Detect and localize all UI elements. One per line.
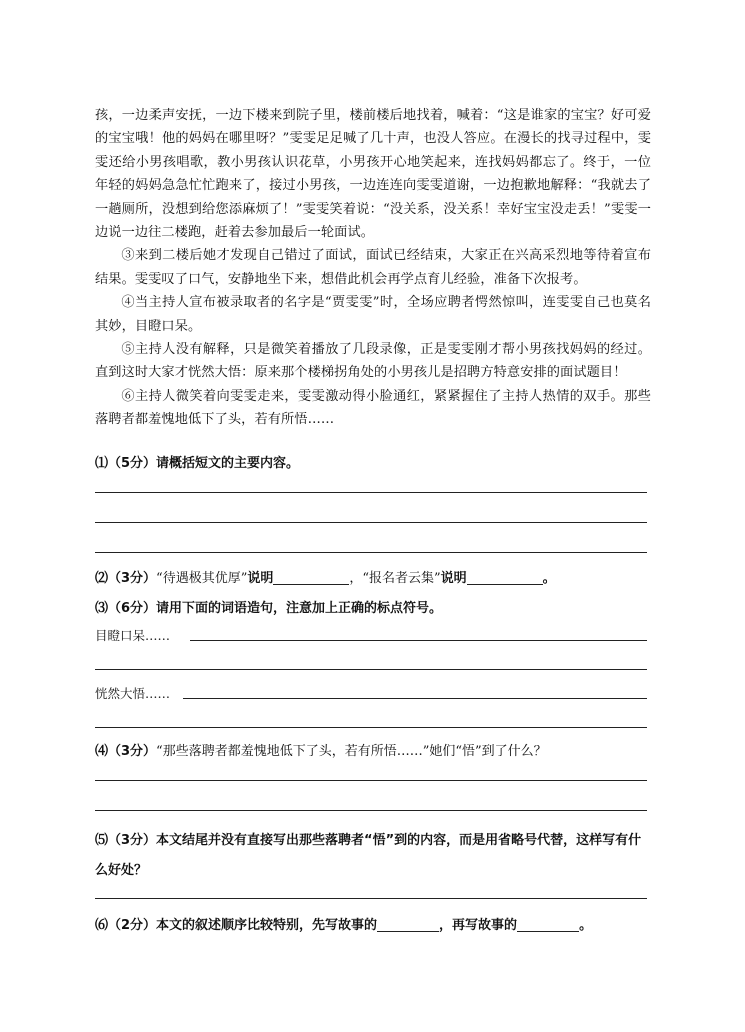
question-2-number: ⑵（3分） [95, 571, 157, 586]
question-2 [95, 567, 651, 586]
passage-paragraph: ⑤主持人没有解释，只是微笑着播放了几段录像，正是雯雯刚才帮小男孩找妈妈的经过。直到这时大家才恍然大悟：原来那个楼梯拐角处的小男孩儿是招聘方特意安排的面试题目！ [95, 342, 651, 381]
answer-line[interactable] [183, 698, 647, 699]
answer-line[interactable] [95, 727, 647, 728]
question-2-text: 说明 [440, 571, 467, 586]
question-4 [95, 740, 651, 759]
answer-line[interactable] [95, 522, 647, 523]
question-5: ⑸（3分）本文结尾并没有直接写出那些落聘者“悟”到的内容，而是用省略号代替，这样写有什么好处？ [95, 833, 642, 878]
sentence-word-1: 目瞪口呆…… [95, 628, 171, 643]
reading-passage [95, 104, 651, 432]
answer-line[interactable] [95, 810, 647, 811]
question-6-text: ，再写故事的 [439, 918, 518, 933]
question-6-text: ⑹（2分）本文的叙述顺序比较特别，先写故事的 [95, 918, 378, 933]
question-1: ⑴（5分）请概括短文的主要内容。 [95, 456, 300, 471]
sentence-word-2: 恍然大悟…… [95, 686, 171, 701]
question-2-end: 。 [542, 571, 556, 586]
answer-line[interactable] [95, 552, 647, 553]
answer-line[interactable] [190, 640, 647, 641]
question-6-end: 。 [579, 918, 593, 933]
passage-paragraph: 孩，一边柔声安抚，一边下楼来到院子里，楼前楼后地找着，喊着：“这是谁家的宝宝？好可爱的宝宝哦！他的妈妈在哪里呀？”雯雯足足喊了几十声，也没人答应。在漫长的找寻过程中，雯雯还给小男孩唱歌，教小男孩认识花草，小男孩开心地笑起来，连找妈妈都忘了。终于，一位年轻的妈妈急急忙忙跑来了，接过小男孩，一边连连向雯雯道谢，一边抱歉地解释：“我就去了一趟厕所，没想到给您添麻烦了！”雯雯笑着说：“没关系，没关系！幸好宝宝没走丢！”雯雯一边说一边往二楼跑，赶着去参加最后一轮面试。 [95, 108, 651, 241]
fill-blank[interactable] [377, 917, 439, 932]
passage-paragraph: ③来到二楼后她才发现自己错过了面试，面试已经结束，大家正在兴高采烈地等待着宣布结果。雯雯叹了口气，安静地坐下来，想借此机会再学点育儿经验，准备下次报考。 [95, 248, 651, 287]
fill-blank[interactable] [273, 570, 349, 585]
answer-line[interactable] [95, 898, 647, 899]
answer-line[interactable] [95, 492, 647, 493]
fill-blank[interactable] [517, 917, 579, 932]
fill-blank[interactable] [467, 570, 543, 585]
question-2-quote-2: ，“报名者云集” [349, 571, 441, 586]
answer-line[interactable] [95, 669, 647, 670]
question-4-quote: “那些落聘者都羞愧地低下了头，若有所悟……”她们“悟”到了什么？ [156, 744, 547, 759]
question-4-number: ⑷（3分） [95, 744, 157, 759]
passage-paragraph: ⑥主持人微笑着向雯雯走来，雯雯激动得小脸通红，紧紧握住了主持人热情的双手。那些落聘者都羞愧地低下了头，若有所悟…… [95, 388, 651, 428]
passage-paragraph: ④当主持人宣布被录取者的名字是“贾雯雯”时，全场应聘者愕然惊叫，连雯雯自己也莫名其妙，目瞪口呆。 [95, 295, 651, 334]
answer-line[interactable] [95, 780, 647, 781]
question-3: ⑶（6分）请用下面的词语造句，注意加上正确的标点符号。 [95, 601, 443, 616]
question-6 [95, 914, 651, 933]
question-2-text: 说明 [247, 571, 274, 586]
question-2-quote-1: “待遇极其优厚” [156, 571, 248, 586]
